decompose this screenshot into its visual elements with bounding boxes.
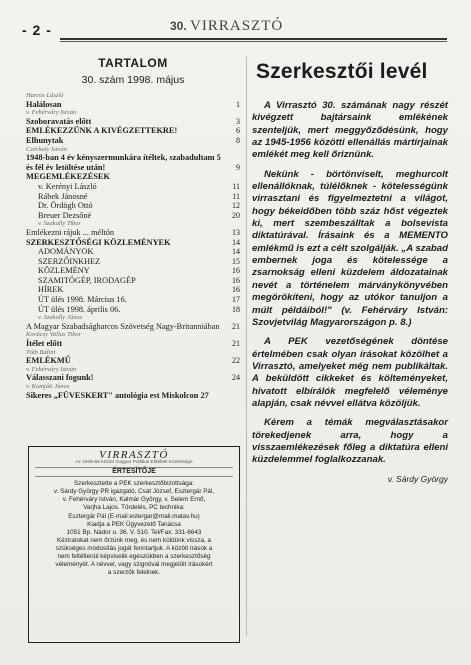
toc-author: v. Szakolly Tibor: [38, 220, 82, 228]
toc-entry-title: Ítélet előtt: [26, 339, 63, 349]
toc-entry: [26, 356, 240, 366]
toc-entry-title: ADOMÁNYOK: [38, 247, 94, 257]
toc-entry-page: 16: [232, 266, 240, 276]
toc-entry-page: 15: [232, 256, 240, 266]
toc-entry-page: 14: [232, 247, 240, 257]
pek-line: v. Sárdy György PR igazgató, Csát József, Esztergár Pál,: [53, 488, 215, 496]
toc-entry-page: 17: [232, 295, 240, 305]
toc-entry-title: Rábek Jánosné: [38, 191, 88, 201]
toc-entry-page: 16: [232, 275, 240, 285]
toc-entry-title: ÚT ülés 1998. április 06.: [38, 304, 121, 314]
pek-line: nem feltétlenül képviselik egészükben a szerkesztőség: [57, 553, 211, 561]
pek-line: 1051 Bp. Nádor u. 36. V. 510. Tel/Fax: 331-6643: [66, 528, 202, 536]
toc-entry: [26, 136, 240, 146]
pek-line: a szerzők felelnek.: [107, 569, 161, 577]
toc-entry: [26, 201, 240, 211]
pek-line: véleményét. A névvel, vagy szignóval megjelölt írásokért: [55, 561, 213, 569]
pek-line: Varjha Lajos. Tördelés, PC technika:: [83, 504, 185, 512]
toc-entry: [26, 305, 240, 315]
toc-entry: [26, 192, 240, 202]
toc-entry-page: 1: [236, 99, 240, 109]
toc-entry-page: 22: [232, 356, 240, 366]
toc-entry-page: 24: [232, 373, 240, 383]
toc-entry: [26, 247, 240, 257]
pek-line: Esztergár Pál (E-mail:estergar@mail.matav.hu): [68, 512, 200, 520]
pek-heading: ÉRTESÍTŐJE: [35, 467, 233, 477]
toc-subtitle: 30. szám 1998. május: [81, 74, 185, 86]
pek-logo: VIRRASZTÓ: [99, 449, 169, 461]
toc-entry: [26, 182, 240, 192]
toc-entry-title: SZAMITÓGÉP, IRODAGÉP: [38, 275, 136, 285]
toc-entry-title: Szoboravatás előtt: [26, 116, 92, 126]
editorial-paragraph: A Virrasztó 30. számának nagy részét kivégzett bajtársaink emlékének szenteljük, mert meggyőződésünk, hogy az 1945-1956 közötti ellenállás mártírjainak emlékét meg kell őriznünk.: [252, 100, 448, 161]
column-divider: [246, 56, 247, 636]
pek-line: Szerkesztette a PEK szerkesztőbizottsága:: [73, 480, 195, 488]
editorial-body: [252, 100, 448, 467]
toc-entry: [26, 322, 240, 332]
toc-entry-title: Elhunytak: [26, 135, 64, 145]
pek-lines: [35, 480, 233, 577]
toc-entry-page: 21: [232, 321, 240, 331]
toc-entry: [26, 172, 240, 182]
toc-entry: [26, 228, 240, 238]
toc-entry: [26, 339, 240, 349]
toc-entry-title: EMLÉKMŰ: [26, 356, 71, 366]
toc-entry-page: 21: [232, 339, 240, 349]
toc-entry: [26, 100, 240, 110]
toc-entry: [26, 211, 240, 221]
editorial-signature: v. Sárdy György: [387, 473, 448, 484]
toc-entry-title: SZERZŐINKHEZ: [38, 256, 101, 266]
masthead: [170, 18, 283, 35]
toc-entry: [26, 153, 240, 172]
pek-line: szükséges módosítás jogát fenntartjuk. A közölt írások a: [55, 544, 213, 552]
toc-entry: [26, 295, 240, 305]
toc-entry: [26, 257, 240, 267]
editorial-paragraph: Nekünk - börtönviselt, meghurcolt ellenállóknak, túlélőknek - kötelességünk virrasztani és figyelmeztetni a világot, hogy békeidőben több száz hőst végeztek ki, mert szembeszálltak a bolsevista diktatúrával. Írásaink és a MEMENTO emlékmű is ezt a célt szolgálják. „A szabad embernek joga és kötelessége a zsarnokság elleni küzdelem áldozatainak nevét a történelem márványkönyvében megörökíteni, hogy az utókor tanuljon a múlt példáiból!" (v. Fehérváry István: Szovjetvilág Magyarországon p. 8.): [252, 168, 448, 328]
toc-title: TARTALOM: [98, 56, 168, 70]
editorial-column: [252, 60, 448, 484]
toc-entry-page: 11: [232, 181, 240, 191]
toc-author: Harcos László: [26, 92, 64, 99]
toc-author: v. Fehérváry István: [26, 109, 77, 117]
toc-entry-title: Emlékezni rájuk ... méltón: [26, 227, 115, 237]
toc-entry-title: A Magyar Szabadságharcos Szövetség Nagy-Britanniában: [26, 321, 220, 331]
toc-author: Kovácsy Vallus Tibor: [26, 331, 82, 339]
header-rule: [60, 38, 447, 40]
toc-entry-title: Sikeres „FÜVESKERT" antológia est Miskolcon 27: [26, 390, 209, 400]
page-number: - 2 -: [22, 22, 52, 38]
editorial-paragraph: Kérem a témák megválasztásakor törekedjenek arra, hogy a visszaemlékezések főleg a diktatúra elleni küzdelemmel foglalkozzanak.: [252, 417, 448, 466]
toc-entry-page: 9: [236, 162, 240, 172]
editorial-paragraph: A PEK vezetőségének döntése értelmében csak olyan írásokat közölhet a Virrasztó, amelyeket még nem publikáltak. A beküldött cikkeket és költeményeket, hivatott elbírálók megfelelő véleménye alapján, csak névvel ellátva közöljük.: [252, 336, 448, 409]
toc-entry-title: Dr. Ördögh Ottó: [38, 201, 93, 211]
toc-entry-page: 16: [232, 285, 240, 295]
issue-number: 30.: [170, 19, 187, 33]
toc-entry-title: ÚT ülés 1998. Március 16.: [38, 295, 127, 305]
toc-author: Czérbaly István: [26, 145, 67, 153]
pek-info-box: [28, 446, 240, 643]
toc-entry-page: 18: [232, 304, 240, 314]
toc-entry: [26, 126, 240, 136]
toc-entry-title: 1948-ban 4 év kényszermunkára ítéltek, szabadultam 5 és fél év letöltése után!: [26, 153, 221, 172]
toc-entry-title: KÖZLEMÉNY: [38, 266, 90, 276]
pek-line: v. Fehérváry István, Kalmár György, v. Selem Ernő,: [62, 496, 206, 504]
toc-entry: [26, 285, 240, 295]
toc-entry-title: EMLÉKEZZÜNK A KIVÉGZETTEKRE!: [26, 126, 178, 136]
toc-entry: [26, 266, 240, 276]
toc-entry: [26, 117, 240, 127]
pek-line: Kiadja a PEK Ügyvezető Tanácsa: [87, 520, 181, 528]
toc-entry-title: MEGEMLÉKEZÉSEK: [26, 172, 110, 182]
toc-entry-page: 11: [232, 191, 240, 201]
toc-author: v. Komjáti János: [26, 383, 70, 390]
toc-entry-page: 12: [232, 201, 240, 211]
toc-entry-title: SZERKESZTŐSÉGI KÖZLEMÉNYEK: [26, 237, 171, 247]
toc-entry-title: v. Kerényi László: [38, 181, 97, 191]
toc-entry-page: 8: [236, 135, 240, 145]
editorial-title: Szerkesztői levél: [256, 60, 428, 83]
pek-tagline: Az 1945-56 között magyar Politikai Elítéltek Közössége: [75, 460, 193, 466]
toc-entry-title: HÍREK: [38, 285, 64, 295]
toc-entry: [26, 238, 240, 248]
toc-author: Tóth Bálint: [26, 348, 56, 356]
toc-entry-title: Halálosan: [26, 99, 62, 109]
toc-entry-page: 20: [232, 210, 240, 220]
toc-entry-page: 6: [236, 126, 240, 136]
header-rule-thin: [60, 41, 447, 42]
pek-line: Kéziratokat nem őrzünk meg, és nem küldünk vissza, a: [57, 536, 211, 544]
toc-entry-page: 13: [232, 227, 240, 237]
toc-entry-title: Breuer Dezsőné: [38, 210, 92, 220]
table-of-contents: [26, 56, 240, 442]
toc-entry-page: 14: [232, 237, 240, 247]
toc-author: v. Szakolly János: [38, 314, 83, 322]
toc-entry: [26, 373, 240, 383]
toc-entry: [26, 391, 240, 401]
toc-entry-title: Válasszani fogunk!: [26, 373, 94, 383]
toc-author: v. Fehérváry István: [26, 365, 77, 373]
brand-logo: VIRRASZTÓ: [190, 18, 284, 34]
toc-list: [26, 92, 240, 400]
toc-entry-page: 3: [236, 116, 240, 126]
